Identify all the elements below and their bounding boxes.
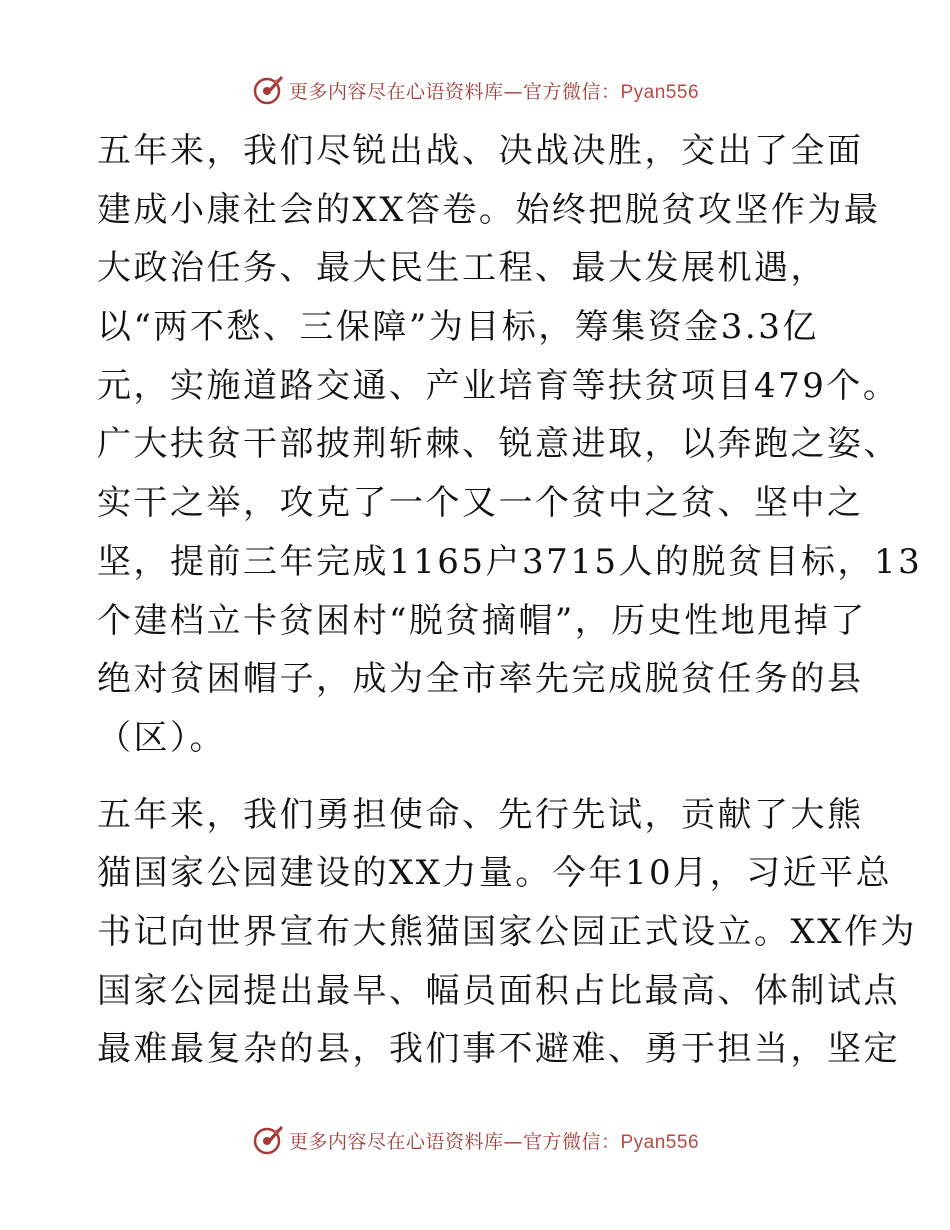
text-line: 坚，提前三年完成1165户3715人的脱贫目标，13 [97, 541, 923, 582]
text-line: 元，实施道路交通、产业培育等扶贫项目479个。 [97, 365, 900, 406]
text-line: 国家公园提出最早、幅员面积占比最高、体制试点 [97, 970, 900, 1011]
paragraph-1 [97, 122, 923, 768]
feather-pen-logo-icon [251, 73, 285, 107]
text-line: （区）。 [97, 717, 226, 758]
text-line: 五年来，我们尽锐出战、决战决胜，交出了全面 [97, 131, 864, 171]
text-line: 绝对贫困帽子，成为全市率先完成脱贫任务的县 [97, 659, 864, 700]
text-line: 广大扶贫干部披荆斩棘、锐意进取，以奔跑之姿、 [97, 424, 900, 465]
text-line: 个建档立卡贫困村“脱贫摘帽”，历史性地甩掉了 [97, 600, 867, 641]
document-body [97, 122, 923, 1079]
paragraph-2 [97, 786, 917, 1079]
text-line: 以“两不愁、三保障”为目标，筹集资金3.3亿 [97, 307, 819, 348]
header-banner-text: 更多内容尽在心语资料库—官方微信：Pyan556 [288, 80, 700, 103]
text-line: 最难最复杂的县，我们事不避难、勇于担当，坚定 [97, 1029, 900, 1070]
feather-pen-logo-icon [251, 1123, 285, 1157]
header-wechat-handle: Pyan556 [620, 81, 700, 103]
text-line: 书记向世界宣布大熊猫国家公园正式设立。XX作为 [97, 911, 917, 952]
footer-banner-text: 更多内容尽在心语资料库—官方微信：Pyan556 [288, 1130, 700, 1153]
text-line: 五年来，我们勇担使命、先行先试，贡献了大熊 [97, 794, 864, 835]
footer-wechat-handle: Pyan556 [620, 1131, 700, 1153]
text-line: 猫国家公园建设的XX力量。今年10月，习近平总 [97, 853, 893, 894]
text-line: 建成小康社会的XX答卷。始终把脱贫攻坚作为最 [97, 189, 881, 230]
header-banner [0, 70, 950, 110]
text-line: 实干之举，攻克了一个又一个贫中之贫、坚中之 [97, 483, 864, 524]
footer-banner [0, 1120, 950, 1160]
text-line: 大政治任务、最大民生工程、最大发展机遇， [97, 248, 827, 289]
